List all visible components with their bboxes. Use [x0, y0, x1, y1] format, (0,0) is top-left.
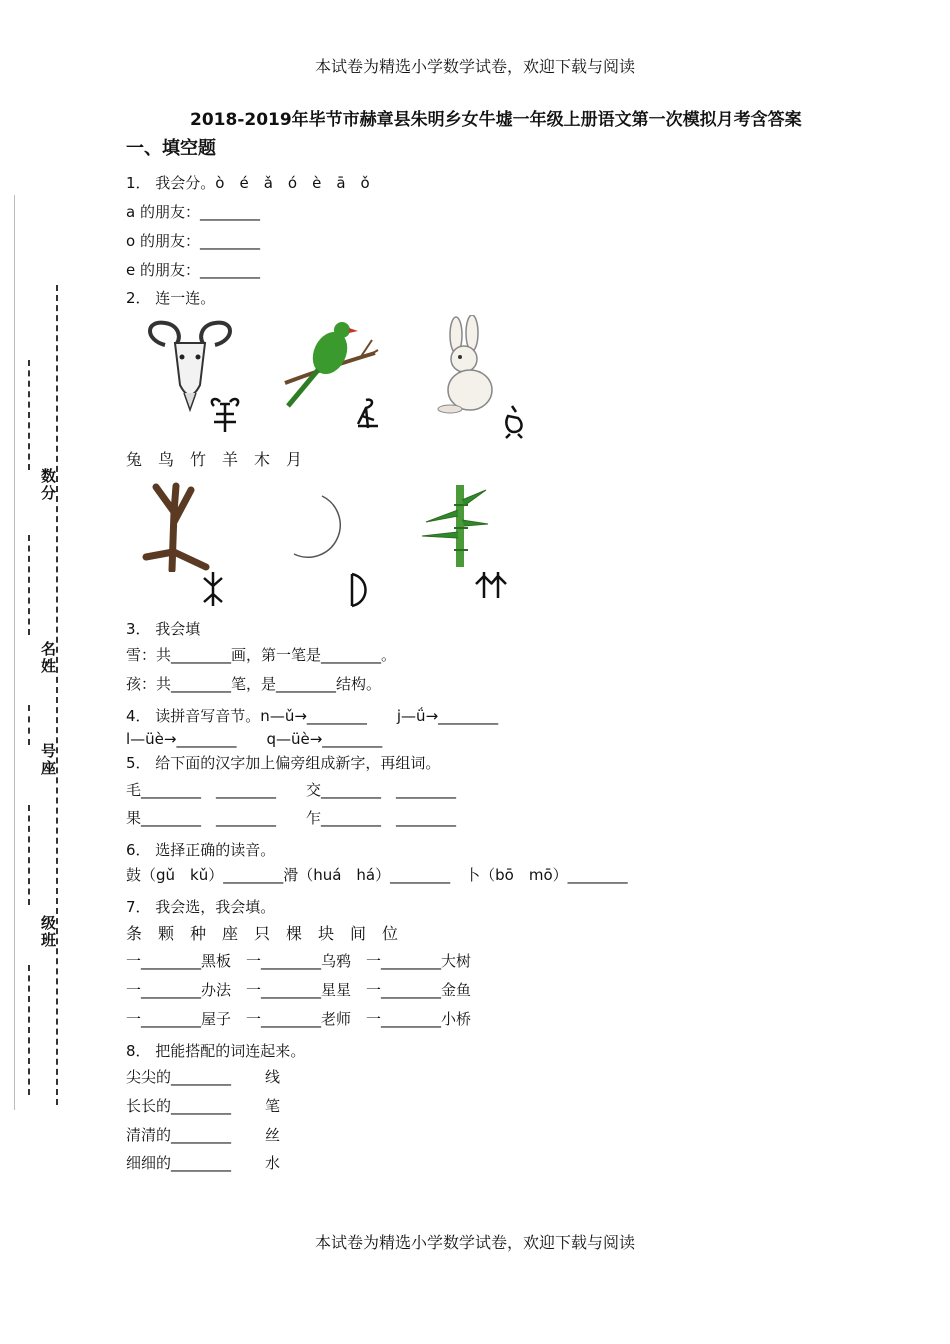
q8-right-4: 水 [265, 1154, 281, 1172]
q2-characters: 兔 鸟 竹 羊 木 月 [126, 450, 303, 469]
binding-dash-short [28, 360, 30, 470]
q7-line1: 一________黑板 一________乌鸦 一________大树 [126, 952, 472, 970]
q7-options: 条 颗 种 座 只 棵 块 间 位 [126, 924, 399, 943]
q5-line1: 毛________ ________ 交________ ________ [126, 781, 457, 799]
q2-prompt: 2． 连一连。 [126, 289, 216, 307]
binding-label-class: 级班 [39, 915, 57, 949]
q8-right-2: 笔 [265, 1097, 281, 1115]
q8-left-4: 细细的________ [126, 1154, 232, 1172]
ancient-moon-character-icon [346, 570, 370, 610]
exam-title: 2018-2019年毕节市赫章县朱明乡女牛墟一年级上册语文第一次模拟月考含答案 [190, 110, 802, 130]
ancient-rabbit-character-icon [500, 402, 528, 440]
ancient-bamboo-character-icon [474, 568, 508, 602]
page-footer: 本试卷为精选小学数学试卷，欢迎下载与阅读 [314, 1233, 635, 1252]
binding-label-name: 名姓 [39, 641, 57, 675]
q6-prompt: 6． 选择正确的读音。 [126, 841, 276, 859]
page-header: 本试卷为精选小学数学试卷，欢迎下载与阅读 [314, 57, 635, 76]
section-heading: 一、填空题 [126, 138, 216, 159]
ancient-goat-character-icon [206, 396, 244, 436]
q4-line2: l—üè→________ q—üè→________ [126, 730, 383, 748]
q1-a-line: a 的朋友：________ [126, 203, 260, 221]
binding-label-seat: 号座 [39, 743, 57, 777]
q8-right-1: 线 [265, 1068, 281, 1086]
q8-left-2: 长长的________ [126, 1097, 232, 1115]
q8-left-1: 尖尖的________ [126, 1068, 232, 1086]
q3-prompt: 3． 我会填 [126, 620, 201, 638]
q8-prompt: 8． 把能搭配的词连起来。 [126, 1042, 306, 1060]
q4-prompt: 4． 读拼音写音节。n—ǔ→________ j—ǘ→________ [126, 707, 499, 725]
crescent-moon-picture [292, 494, 352, 564]
q1-prompt: 1． 我会分。ò é ǎ ó è ā ǒ [126, 174, 370, 192]
binding-dash-short [28, 705, 30, 745]
rabbit-picture [432, 315, 502, 415]
q1-o-line: o 的朋友：________ [126, 232, 260, 250]
binding-dash-short [28, 965, 30, 1095]
q8-left-3: 清清的________ [126, 1126, 232, 1144]
binding-margin [14, 195, 84, 1110]
q1-e-line: e 的朋友：________ [126, 261, 260, 279]
q5-prompt: 5． 给下面的汉字加上偏旁组成新字，再组词。 [126, 754, 441, 772]
ancient-tree-character-icon [200, 570, 226, 608]
q7-line2: 一________办法 一________星星 一________金鱼 [126, 981, 472, 999]
q6-line1: 鼓（gǔ kǔ）________滑（huá há）________ 卜（bō mō）________ [126, 866, 628, 884]
q5-line2: 果________ ________ 乍________ ________ [126, 809, 457, 827]
q7-line3: 一________屋子 一________老师 一________小桥 [126, 1010, 472, 1028]
tree-picture [136, 482, 216, 572]
bamboo-picture [418, 480, 490, 570]
binding-border [14, 195, 15, 1110]
binding-dash-short [28, 805, 30, 905]
q3-line1: 雪：共________画，第一笔是________。 [126, 646, 397, 664]
q7-prompt: 7． 我会选，我会填。 [126, 898, 276, 916]
q8-right-3: 丝 [265, 1126, 281, 1144]
binding-label-score: 数分 [39, 468, 57, 502]
binding-dash-short [28, 535, 30, 635]
binding-dash-line [56, 285, 58, 1105]
ancient-bird-character-icon [352, 396, 382, 432]
q3-line2: 孩：共________笔，是________结构。 [126, 675, 382, 693]
